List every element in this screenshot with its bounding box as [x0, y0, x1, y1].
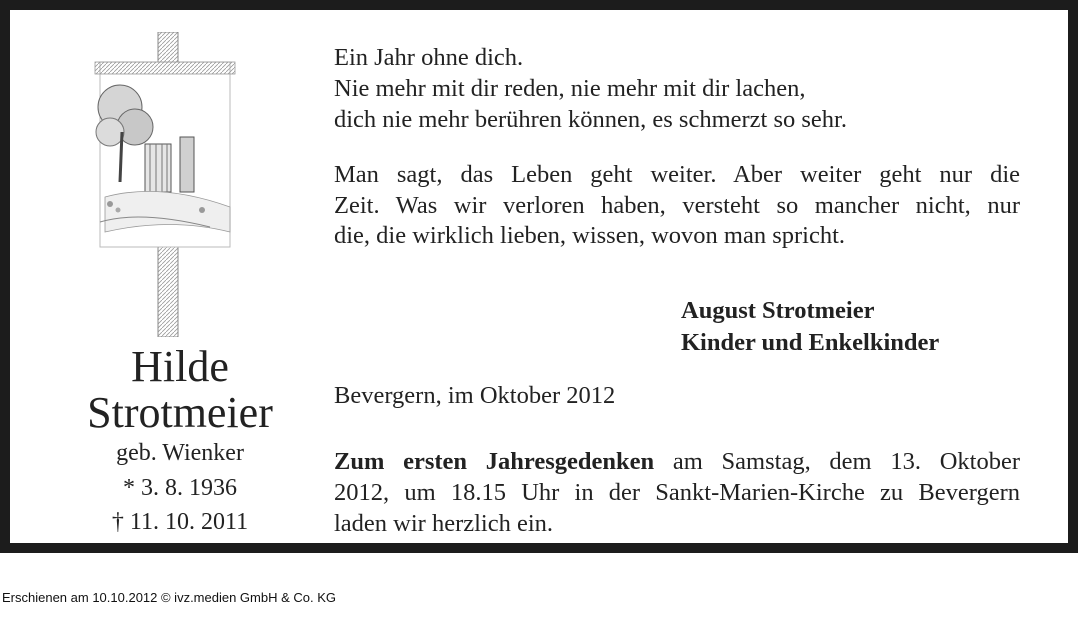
- poem-line: dich nie mehr berühren können, es schmerzt so sehr.: [334, 106, 847, 133]
- cross-illustration: [90, 32, 240, 337]
- paragraph-line: Man sagt, das Leben geht weiter. Aber weiter geht nur die: [334, 161, 1020, 188]
- deceased-first-name: Hilde: [131, 342, 229, 391]
- paragraph-line: die, die wirklich lieben, wissen, wovon man spricht.: [334, 222, 845, 249]
- poem: [334, 42, 847, 135]
- event-line: laden wir herzlich ein.: [334, 510, 554, 537]
- event-notice: [334, 446, 1020, 539]
- paragraph-line: Zeit. Was wir verloren haben, versteht so mancher nicht, nur: [334, 191, 1020, 219]
- death-date: † 11. 10. 2011: [111, 509, 249, 535]
- deceased-last-name: Strotmeier: [87, 388, 273, 437]
- birth-date: * 3. 8. 1936: [123, 475, 237, 501]
- quote-paragraph: [334, 160, 1020, 252]
- event-line: 2012, um 18.15 Uhr in der Sankt-Marien-Kirche zu Bevergern: [334, 479, 1020, 506]
- poem-line: Nie mehr mit dir reden, nie mehr mit dir lachen,: [334, 75, 806, 102]
- signature-line: August Strotmeier: [681, 297, 875, 324]
- event-line: [334, 446, 1020, 477]
- event-line-rest: am Samstag, dem 13. Oktober: [654, 448, 1020, 475]
- event-title: Zum ersten Jahresgedenken: [334, 448, 655, 475]
- maiden-name: geb. Wienker: [116, 440, 244, 466]
- signature: [681, 295, 939, 359]
- poem-line: Ein Jahr ohne dich.: [334, 44, 524, 71]
- publication-credit: Erschienen am 10.10.2012 © ivz.medien GmbH & Co. KG: [2, 590, 337, 605]
- signature-line: Kinder und Enkelkinder: [681, 329, 940, 356]
- place-date: Bevergern, im Oktober 2012: [334, 382, 616, 409]
